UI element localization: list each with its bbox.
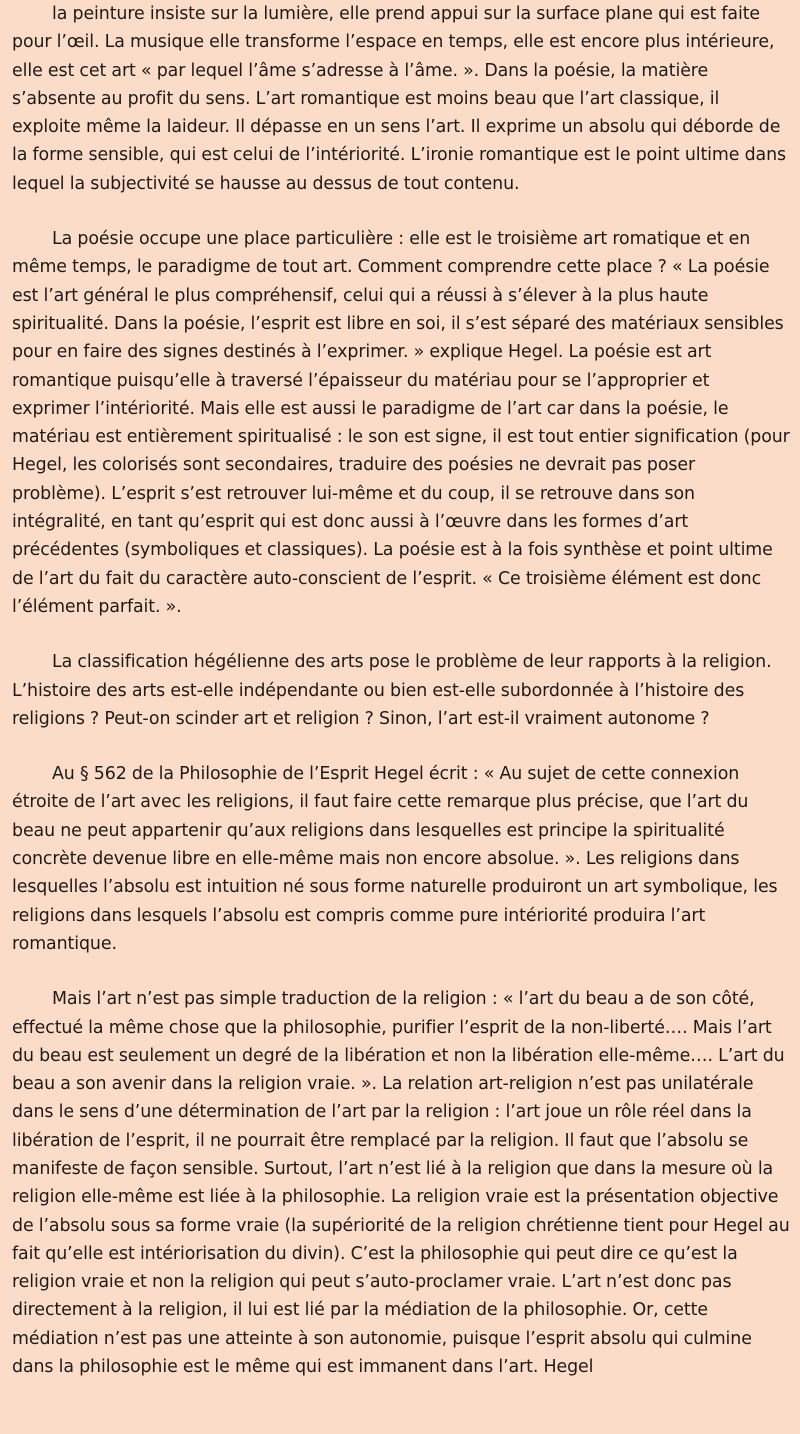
paragraph-poetry-place: La poésie occupe une place particulière : elle est le troisième art romatique et en même temps, le paradigme de tout art. Comment comprendre cette place ? « La poésie est l’art général le plus compréhensif, celui qui a réussi à s’élever à la plus haute spiritualité. Dans la poésie, l’esprit est libre en soi, il s’est séparé des matériaux sensibles pour en faire des signes destinés à l’exprimer. » explique Hegel. La poésie est art romantique puisqu’elle à traversé l’épaisseur du matériau pour se l’approprier et exprimer l’intériorité. Mais elle est aussi le paradigme de l’art car dans la poésie, le matériau est entièrement spiritualisé : le son est signe, il est tout entier signification (pour Hegel, les colorisés sont secondaires, traduire des poésies ne devrait pas poser problème). L’esprit s’est retrouver lui-même et du coup, il se retrouve dans son intégralité, en tant qu’esprit qui est donc aussi à l’œuvre dans les formes d’art précédentes (symboliques et classiques). La poésie est à la fois synthèse et point ultime de l’art du fait du caractère auto-conscient de l’esprit. « Ce troisième élément est donc l’élément parfait. ». [12,229,790,617]
paragraph-classification-religion: La classification hégélienne des arts pose le problème de leur rapports à la religion. L’histoire des arts est-elle indépendante ou bien est-elle subordonnée à l’histoire des religions ? Peut-on scinder art et religion ? Sinon, l’art est-il vraiment autonome ? [12,652,772,729]
paragraph-painting-music-poetry: la peinture insiste sur la lumière, elle prend appui sur la surface plane qui est faite pour l’œil. La musique elle transforme l’espace en temps, elle est encore plus intérieure, elle est cet art « par lequel l’âme s’adresse à l’âme. ». Dans la poésie, la matière s’absente au profit du sens. L’art romantique est moins beau que l’art classique, il exploite même la laideur. Il dépasse en un sens l’art. Il exprime un absolu qui déborde de la forme sensible, qui est celui de l’intériorité. L’ironie romantique est le point ultime dans lequel la subjectivité se hausse au dessus de tout contenu. [12,4,786,194]
paragraph-art-not-translation: Mais l’art n’est pas simple traduction de la religion : « l’art du beau a de son côté, effectué la même chose que la philosophie, purifier l’esprit de la non-liberté…. Mais l’art du beau est seulement un degré de la libération et non la libération elle-même…. L’art du beau a son avenir dans la religion vraie. ». La relation art-religion n’est pas unilatérale dans le sens d’une détermination de l’art par la religion : l’art joue un rôle réel dans la libération de l’esprit, il ne pourrait être remplacé par la religion. Il faut que l’absolu se manifeste de façon sensible. Surtout, l’art n’est lié à la religion que dans la mesure où la religion elle-même est liée à la philosophie. La religion vraie est la présentation objective de l’absolu sous sa forme vraie (la supériorité de la religion chrétienne tient pour Hegel au fait qu’elle est intériorisation du divin). C’est la philosophie qui peut dire ce qu’est la religion vraie et non la religion qui peut s’auto-proclamer vraie. L’art n’est donc pas directement à la religion, il lui est lié par la médiation de la philosophie. Or, cette médiation n’est pas une atteinte à son autonomie, puisque l’esprit absolu qui culmine dans la philosophie est le même qui est immanent dans l’art. Hegel [12,989,790,1378]
paragraph-philosophy-of-spirit-quote: Au § 562 de la Philosophie de l’Esprit Hegel écrit : « Au sujet de cette connexion étroite de l’art avec les religions, il faut faire cette remarque plus précise, que l’art du beau ne peut appartenir qu’aux religions dans lesquelles est principe la spiritualité concrète devenue libre en elle-même mais non encore absolue. ». Les religions dans lesquelles l’absolu est intuition né sous forme naturelle produiront un art symbolique, les religions dans lesquels l’absolu est compris comme pure intériorité produira l’art romantique. [12,764,778,954]
